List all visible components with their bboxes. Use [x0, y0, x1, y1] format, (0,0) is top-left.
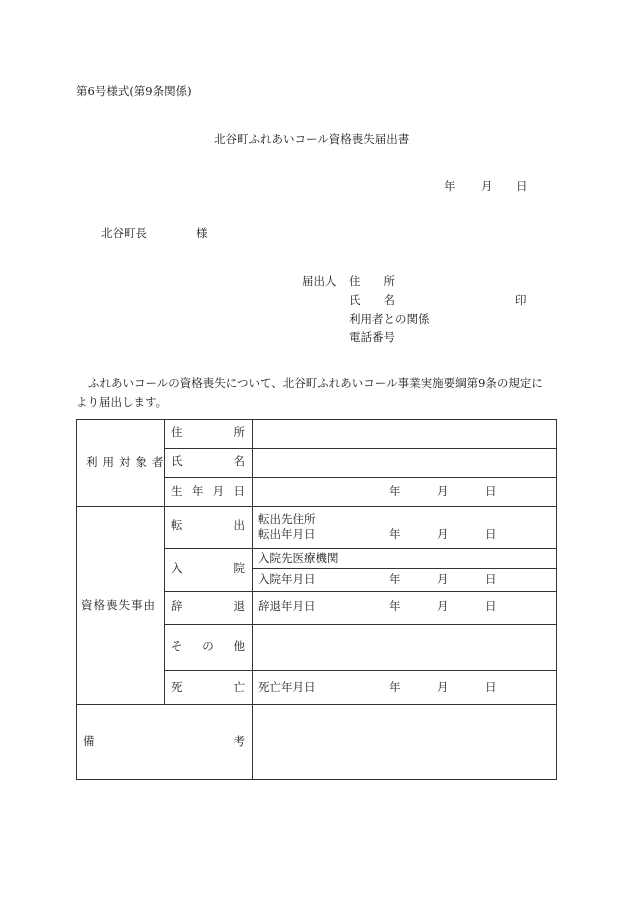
- date-day: 日: [516, 179, 528, 193]
- applicant-label: 届出人: [302, 274, 337, 288]
- table-line: [76, 704, 557, 705]
- move-date-label: 転出年月日: [258, 527, 316, 541]
- table-line: [76, 779, 557, 780]
- field-label-name: 氏名: [171, 454, 245, 468]
- reason-section-label-text: 資格喪失事由: [81, 598, 156, 612]
- birth-day: 日: [485, 484, 497, 498]
- field-label-resign: 辞退: [171, 599, 245, 613]
- move-address-label: 転出先住所: [258, 512, 316, 526]
- table-line: [252, 568, 557, 569]
- hospital-day: 日: [485, 572, 497, 586]
- hospital-institution-label: 入院先医療機関: [258, 551, 339, 565]
- death-month: 月: [437, 680, 449, 694]
- applicant-address-label: 住 所: [349, 274, 395, 288]
- field-label-move: 転出: [171, 518, 245, 532]
- resign-date-label: 辞退年月日: [258, 599, 316, 613]
- table-line: [76, 419, 77, 780]
- resign-day: 日: [485, 599, 497, 613]
- birth-month: 月: [437, 484, 449, 498]
- move-year: 年: [389, 527, 401, 541]
- field-label-birth: 生年月日: [171, 484, 245, 498]
- table-line: [76, 419, 557, 420]
- hospital-month: 月: [437, 572, 449, 586]
- table-line: [556, 419, 557, 780]
- field-label-other: その他: [171, 639, 245, 653]
- addressee-name: 北谷町長: [101, 226, 147, 240]
- field-label-death: 死亡: [171, 680, 245, 694]
- table-line: [164, 448, 557, 449]
- reason-section-label: [81, 600, 156, 612]
- death-year: 年: [389, 680, 401, 694]
- table-line: [164, 548, 557, 549]
- field-label-hospital: 入院: [171, 561, 245, 575]
- body-text-line1: ふれあいコールの資格喪失について、北谷町ふれあいコール事業実施要綱第9条の規定に: [88, 376, 543, 390]
- applicant-relation-label: 利用者との関係: [349, 312, 430, 326]
- hospital-date-label: 入院年月日: [258, 572, 316, 586]
- addressee-honorific: 様: [196, 226, 208, 240]
- applicant-phone-label: 電話番号: [349, 330, 395, 344]
- user-section-label: [86, 455, 169, 469]
- field-label-address: 住所: [171, 425, 245, 439]
- table-line: [164, 670, 557, 671]
- resign-year: 年: [389, 599, 401, 613]
- body-text-line2: より届出します。: [76, 395, 168, 409]
- resign-month: 月: [437, 599, 449, 613]
- hospital-year: 年: [389, 572, 401, 586]
- birth-year: 年: [389, 484, 401, 498]
- field-label-remarks: 備考: [83, 734, 245, 748]
- move-month: 月: [437, 527, 449, 541]
- user-section-label-text: 利用対象者: [86, 455, 169, 469]
- move-day: 日: [485, 527, 497, 541]
- table-line: [164, 591, 557, 592]
- seal-mark: 印: [515, 293, 527, 307]
- date-month: 月: [481, 179, 493, 193]
- date-year: 年: [444, 179, 456, 193]
- table-line: [164, 624, 557, 625]
- table-line: [164, 477, 557, 478]
- applicant-name-label: 氏 名: [349, 293, 395, 307]
- death-date-label: 死亡年月日: [258, 680, 316, 694]
- table-line: [252, 419, 253, 780]
- form-title: 北谷町ふれあいコール資格喪失届出書: [214, 132, 410, 146]
- death-day: 日: [485, 680, 497, 694]
- form-number: 第6号様式(第9条関係): [76, 84, 192, 98]
- table-line: [76, 506, 557, 507]
